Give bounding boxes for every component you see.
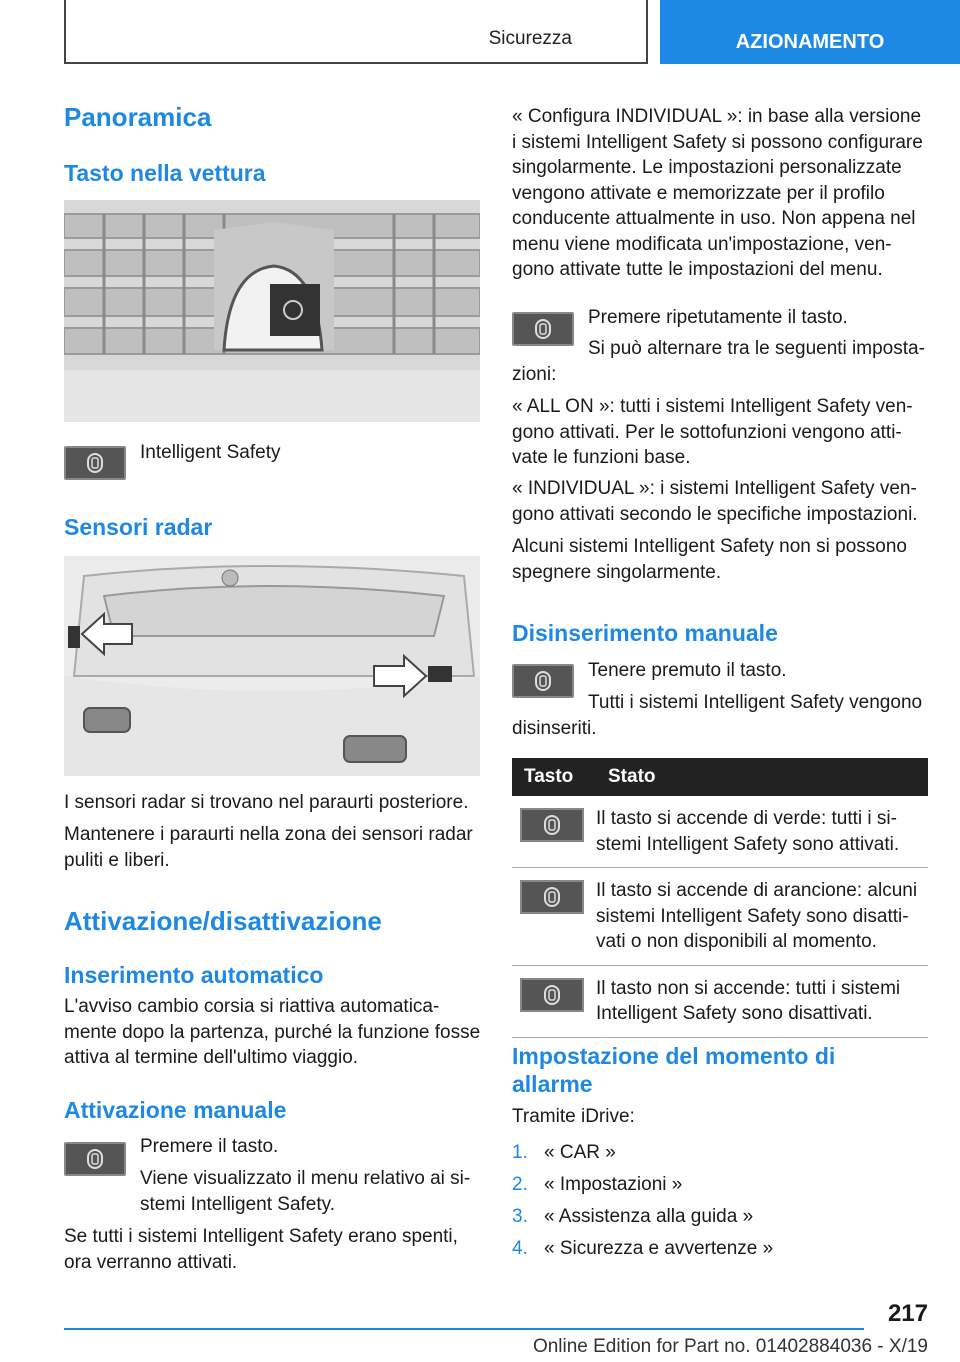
- state-text: Il tasto si accende di verde: tutti i si-stemi Intelligent Safety sono attivati.: [596, 796, 928, 868]
- button-photo: [64, 200, 480, 422]
- table-row: [512, 796, 928, 868]
- table-row: [512, 868, 928, 966]
- manual-line-1: Premere il tasto.: [140, 1136, 279, 1157]
- heading-radar: Sensori radar: [64, 514, 213, 540]
- col-header-button: Tasto: [512, 758, 596, 796]
- disable-line-2: Tutti i sistemi Intelligent Safety vengono disinseriti.: [512, 692, 923, 739]
- intelligent-safety-button-icon: [64, 446, 126, 480]
- heading-overview: Panoramica: [64, 102, 212, 132]
- heading-disable: Disinserimento manuale: [512, 620, 778, 646]
- repeat-line-2: Si può alternare tra le seguenti imposta-zioni:: [512, 338, 925, 385]
- list-item: [512, 1238, 773, 1270]
- allon-text: « ALL ON »: tutti i sistemi Intelligent Safety ven-gono attivati. Per le sottofunzioni vengono atti-vate le funzioni base.: [512, 396, 913, 468]
- button-orange-icon: [520, 880, 584, 914]
- step-text: « Assistenza alla guida »: [544, 1206, 754, 1227]
- auto-text: L'avviso cambio corsia si riattiva automatica-mente dopo la partenza, purché la funzione fosse attiva al termine dell'ultimo viaggio.: [64, 996, 481, 1068]
- button-green-icon: [520, 808, 584, 842]
- col-header-state: Stato: [596, 758, 928, 796]
- heading-auto: Inserimento automatico: [64, 962, 324, 988]
- manual-line-2: Viene visualizzato il menu relativo ai si-stemi Intelligent Safety.: [140, 1168, 471, 1215]
- footer-edition: Online Edition for Part no. 01402884036 - X/19: [532, 1336, 928, 1357]
- heading-activation: Attivazione/disattivazione: [64, 906, 382, 936]
- disable-line-1: Tenere premuto il tasto.: [588, 660, 787, 681]
- step-text: « Sicurezza e avvertenze »: [544, 1238, 774, 1259]
- step-text: « Impostazioni »: [544, 1174, 683, 1195]
- step-text: « CAR »: [544, 1142, 616, 1163]
- config-text: « Configura INDIVIDUAL »: in base alla versione i sistemi Intelligent Safety si possono configurare singolarmente. Le impostazioni personalizzate vengono attivate e memorizzate per il profilo conducente attualmente in uso. Non appena nel menu viene modificata un'impostazione, ven-gono attivate tutte le impostazioni del menu.: [512, 106, 923, 280]
- radar-text-2: Mantenere i paraurti nella zona dei sensori radar puliti e liberi.: [64, 824, 473, 871]
- state-table: [512, 758, 928, 1038]
- radar-text-1: I sensori radar si trovano nel paraurti posteriore.: [64, 792, 469, 813]
- table-row: [512, 965, 928, 1037]
- header-tab[interactable]: AZIONAMENTO: [660, 0, 960, 64]
- radar-photo: [64, 556, 480, 776]
- step-number: 4.: [512, 1238, 528, 1259]
- button-off-icon: [520, 978, 584, 1012]
- some-text: Alcuni sistemi Intelligent Safety non si possono spegnere singolarmente.: [512, 536, 907, 583]
- header-section: Sicurezza: [488, 28, 572, 49]
- steps-list: [512, 1142, 773, 1270]
- step-number: 2.: [512, 1174, 528, 1195]
- individual-text: « INDIVIDUAL »: i sistemi Intelligent Safety ven-gono attivati secondo le specifiche impostazioni.: [512, 478, 918, 525]
- intelligent-safety-button-icon: [64, 1142, 126, 1176]
- idrive-text: Tramite iDrive:: [512, 1106, 635, 1127]
- footer-divider: [64, 1328, 864, 1330]
- button-caption: Intelligent Safety: [140, 442, 281, 463]
- manual-text: Se tutti i sistemi Intelligent Safety erano spenti, ora verranno attivati.: [64, 1226, 458, 1273]
- page-number: 217: [887, 1300, 928, 1327]
- repeat-line-1: Premere ripetutamente il tasto.: [588, 307, 848, 328]
- step-number: 1.: [512, 1142, 528, 1163]
- step-number: 3.: [512, 1206, 528, 1227]
- heading-alarm: Impostazione del momento di allarme: [512, 1043, 836, 1097]
- list-item: [512, 1142, 773, 1174]
- state-text: Il tasto non si accende: tutti i sistemi Intelligent Safety sono disattivati.: [596, 965, 928, 1037]
- list-item: [512, 1206, 773, 1238]
- state-text: Il tasto si accende di arancione: alcuni sistemi Intelligent Safety sono disatti-vati o non disponibili al momento.: [596, 868, 928, 966]
- heading-button: Tasto nella vettura: [64, 160, 266, 186]
- heading-manual: Attivazione manuale: [64, 1097, 287, 1123]
- list-item: [512, 1174, 773, 1206]
